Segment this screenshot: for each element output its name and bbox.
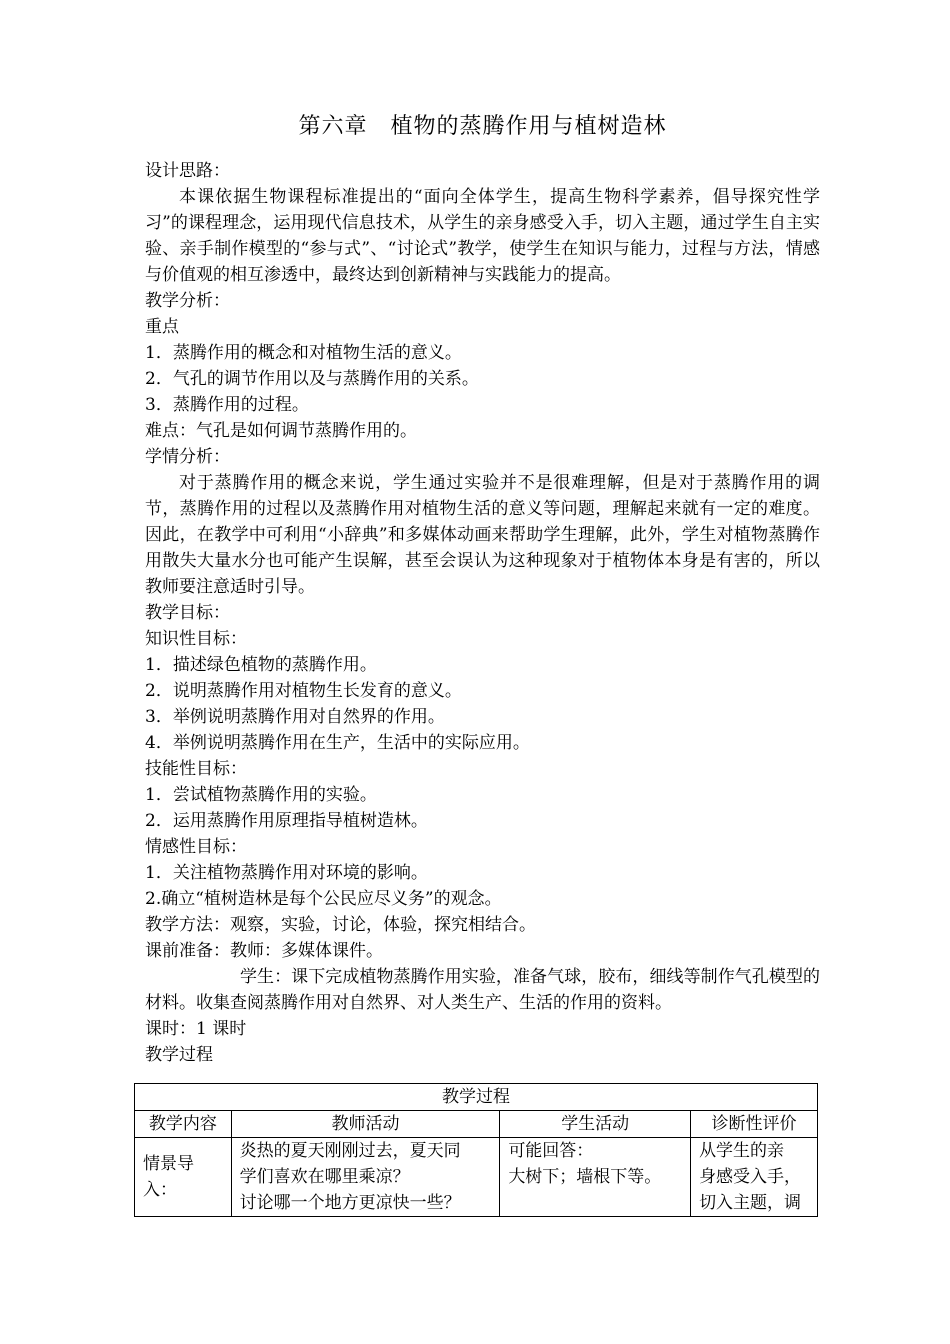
emotion-heading: 情感性目标：	[145, 837, 247, 857]
document-body	[145, 112, 820, 1068]
cell-line: 讨论哪一个地方更凉快一些？	[239, 1193, 461, 1213]
student-analysis-heading: 学情分析：	[145, 447, 230, 467]
knowledge-goal: 1．描述绿色植物的蒸腾作用。	[145, 655, 377, 675]
cell-line: 炎热的夏天刚刚过去，夏天同	[239, 1141, 461, 1161]
header-eval: 诊断性评价	[691, 1111, 818, 1138]
cell-student	[500, 1138, 691, 1217]
key-point: 3．蒸腾作用的过程。	[145, 395, 309, 415]
table-row	[135, 1138, 818, 1217]
knowledge-goal: 4．举例说明蒸腾作用在生产，生活中的实际应用。	[145, 733, 530, 753]
header-content: 教学内容	[135, 1111, 232, 1138]
knowledge-heading: 知识性目标：	[145, 629, 247, 649]
student-analysis-paragraph: 对于蒸腾作用的概念来说，学生通过实验并不是很难理解，但是对于蒸腾作用的调节，蒸腾作用的过程以及蒸腾作用对植物生活的意义等问题，理解起来就有一定的难度。因此，在教学中可利用“小辞典”和多媒体动画来帮助学生理解，此外，学生对植物蒸腾作用散失大量水分也可能产生误解，甚至会误认为这种现象对于植物体本身是有害的，所以教师要注意适时引导。	[145, 473, 820, 597]
emotion-goal: 2.确立“植树造林是每个公民应尽义务”的观念。	[145, 889, 502, 909]
design-paragraph: 本课依据生物课程标准提出的“面向全体学生，提高生物科学素养，倡导探究性学习”的课程理念，运用现代信息技术，从学生的亲身感受入手，切入主题，通过学生自主实验、亲手制作模型的“参与式”、“讨论式”教学，使学生在知识与能力，过程与方法，情感与价值观的相互渗透中，最终达到创新精神与实践能力的提高。	[145, 187, 820, 285]
key-heading: 重点	[145, 317, 179, 337]
cell-line: 学们喜欢在哪里乘凉？	[239, 1167, 410, 1187]
teaching-process-table	[134, 1083, 818, 1217]
process-heading: 教学过程	[145, 1045, 213, 1065]
page-title: 第六章 植物的蒸腾作用与植树造林	[298, 114, 667, 139]
header-teacher: 教师活动	[231, 1111, 500, 1138]
design-heading: 设计思路：	[145, 161, 230, 181]
header-student: 学生活动	[500, 1111, 691, 1138]
skill-goal: 2．运用蒸腾作用原理指导植树造林。	[145, 811, 428, 831]
skill-heading: 技能性目标：	[145, 759, 247, 779]
cell-eval	[691, 1138, 818, 1217]
cell-line: 可能回答：	[508, 1141, 594, 1161]
cell-line: 从学生的亲	[699, 1141, 785, 1161]
analysis-heading: 教学分析：	[145, 291, 230, 311]
key-point: 2．气孔的调节作用以及与蒸腾作用的关系。	[145, 369, 479, 389]
cell-line: 情景导	[143, 1154, 194, 1174]
difficulty: 难点：气孔是如何调节蒸腾作用的。	[145, 421, 417, 441]
skill-goal: 1．尝试植物蒸腾作用的实验。	[145, 785, 377, 805]
cell-line: 身感受入手，	[699, 1167, 802, 1187]
teaching-method: 教学方法：观察，实验，讨论，体验，探究相结合。	[145, 915, 536, 935]
knowledge-goal: 3．举例说明蒸腾作用对自然界的作用。	[145, 707, 445, 727]
prep-teacher: 课前准备：教师：多媒体课件。	[145, 941, 383, 961]
cell-line: 切入主题，调	[699, 1193, 802, 1213]
table-caption: 教学过程	[135, 1084, 818, 1111]
cell-teacher	[231, 1138, 500, 1217]
prep-student: 学生：课下完成植物蒸腾作用实验，准备气球，胶布，细线等制作气孔模型的材料。收集查阅蒸腾作用对自然界、对人类生产、生活的作用的资料。	[145, 967, 820, 1013]
cell-line: 入：	[143, 1180, 177, 1200]
key-point: 1．蒸腾作用的概念和对植物生活的意义。	[145, 343, 462, 363]
knowledge-goal: 2．说明蒸腾作用对植物生长发育的意义。	[145, 681, 462, 701]
class-hours: 课时：1 课时	[145, 1019, 247, 1039]
cell-line: 大树下；墙根下等。	[508, 1167, 662, 1187]
goals-heading: 教学目标：	[145, 603, 230, 623]
emotion-goal: 1．关注植物蒸腾作用对环境的影响。	[145, 863, 428, 883]
cell-content	[135, 1138, 232, 1217]
